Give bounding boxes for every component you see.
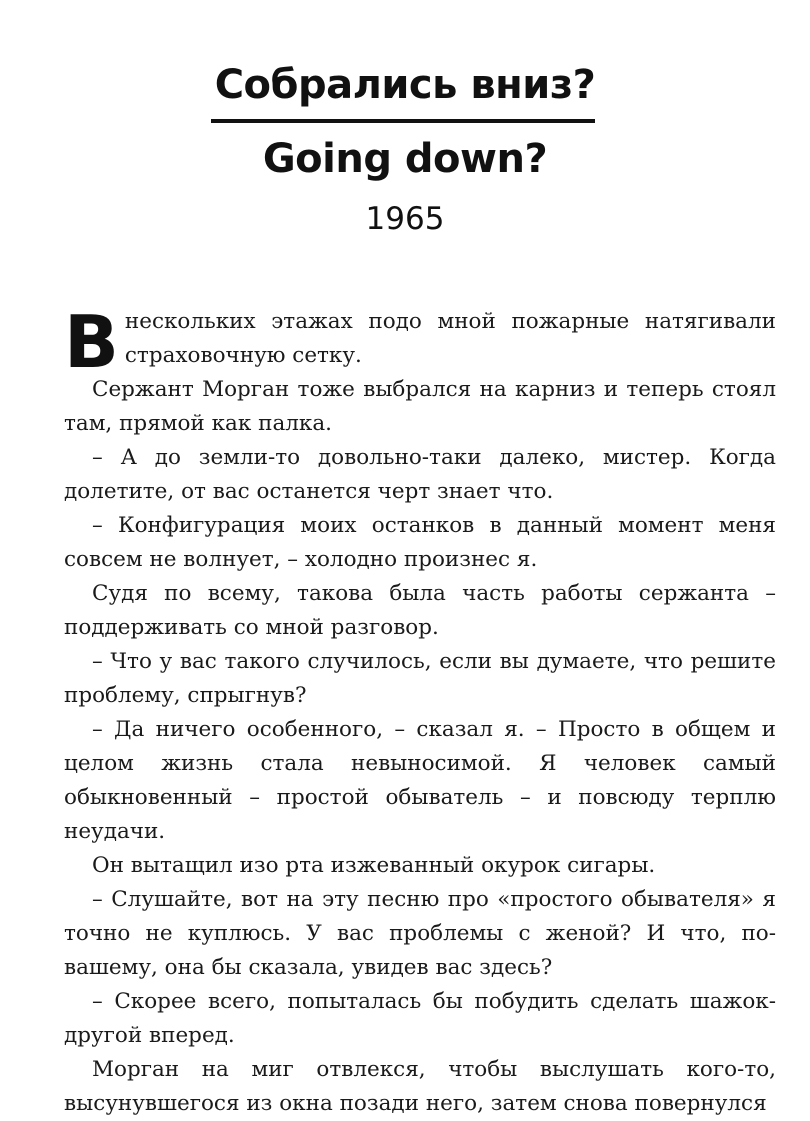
paragraph-2: Сержант Морган тоже выбрался на карниз и теперь стоял там, прямой как палка. [64,377,776,436]
paragraph-1-text: нескольких этажах подо мной пожарные натягивали страховочную сетку. [124,309,776,368]
paragraph-7: – Да ничего особенного, – сказал я. – Просто в общем и целом жизнь стала невыносимой. Я человек самый обыкновенный – простой обыватель – и повсюду терплю неудачи. [64,717,776,844]
paragraph-5: Судя по всему, такова была часть работы сержанта – поддерживать со мной разговор. [64,581,776,640]
title-divider [211,119,595,123]
paragraph-11: Морган на миг отвлекся, чтобы выслушать кого-то, высунувшегося из окна позади него, затем снова повернулся [64,1057,776,1116]
paragraph-8: Он вытащил изо рта изжеванный окурок сигары. [92,853,656,878]
paragraph-9: – Слушайте, вот на эту песню про «простого обывателя» я точно не куплюсь. У вас проблемы с женой? И что, по-вашему, она бы сказала, увидев вас здесь? [64,887,776,980]
paragraph-4: – Конфигурация моих останков в данный момент меня совсем не волнует, – холодно произнес я. [64,513,776,572]
paragraph-1 [64,300,776,384]
paragraph-3: – А до земли-то довольно-таки далеко, мистер. Когда долетите, от вас останется черт знает что. [64,445,776,504]
chapter-title-russian: Собрались вниз? [214,62,596,108]
paragraph-10: – Скорее всего, попыталась бы побудить сделать шажок-другой вперед. [64,989,776,1048]
drop-cap: В [64,300,119,384]
chapter-title-english: Going down? [262,136,548,182]
paragraph-6: – Что у вас такого случилось, если вы думаете, что решите проблему, спрыгнув? [64,649,776,708]
chapter-year: 1965 [365,201,445,237]
chapter-body [64,300,776,1121]
